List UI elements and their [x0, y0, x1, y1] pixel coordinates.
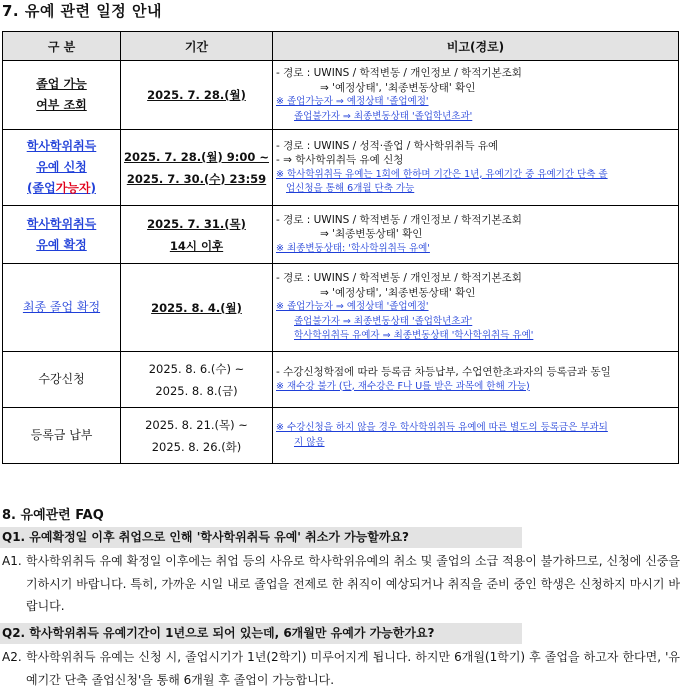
note-line: ⇒ '예정상태', '최종변동상태' 확인: [320, 286, 476, 299]
row-notes: [273, 408, 679, 464]
note-line: - 경로 : UWINS / 학적변동 / 개인정보 / 학적기본조회: [276, 67, 522, 79]
note-line: ※ 학사학위취득 유예는 1회에 한하며 기간은 1년, 유예기간 중 유예기간 단축 졸: [276, 168, 608, 180]
category-text: 유예 신청: [36, 160, 87, 174]
period-text: 2025. 7. 28.(월): [147, 88, 246, 102]
note-line: ※ 재수강 불가 (단, 재수강은 F나 U를 받은 과목에 한해 가능): [276, 380, 530, 392]
note-line: ⇒ '예정상태', '최종변동상태' 확인: [320, 81, 476, 94]
answer-label: A1.: [2, 554, 22, 568]
row-category: [3, 352, 121, 408]
answer-label: A2.: [2, 650, 22, 664]
header-notes: 비고(경로): [273, 32, 679, 61]
row-notes: [273, 130, 679, 206]
note-line: 졸업불가자 ⇒ 최종변동상태 '졸업학년초과': [294, 315, 473, 327]
category-text: ): [90, 181, 96, 195]
category-text: 학사학위취득: [26, 216, 97, 231]
note-line: ※ 수강신청을 하지 않을 경우 학사학위취득 유예에 따른 별도의 등록금은 부과되: [276, 422, 608, 433]
faq-question: Q1. 유예확정일 이후 취업으로 인해 '학사학위취득 유예' 취소가 가능할까요?: [0, 527, 522, 548]
period-text: 2025. 8. 6.(수) ~: [148, 361, 245, 376]
row-notes: [273, 264, 679, 352]
row-category: [3, 408, 121, 464]
row-period: [121, 408, 273, 464]
category-text: 수강신청: [38, 372, 85, 386]
note-line: ⇒ '최종변동상태' 확인: [320, 228, 423, 241]
period-text: 2025. 8. 8.(금): [155, 383, 238, 398]
category-text: 졸업 가능: [36, 77, 87, 91]
row-period: [121, 206, 273, 264]
table-row: [3, 130, 679, 206]
answer-text: 학사학위취득 유예는 신청 시, 졸업시기가 1년(2학기) 미루어지게 됩니다. 하지만 6개월(1학기) 후 졸업을 하고자 한다면, '유예기간 단축 졸업신청'을 통해 6개월 후 졸업이 가능합니다.: [26, 650, 680, 687]
note-line: 업신청을 통해 6개월 단축 가능: [286, 183, 415, 194]
faq-answer: [2, 550, 680, 618]
category-text: (졸업: [27, 181, 56, 195]
table-row: [3, 264, 679, 352]
row-period: [121, 264, 273, 352]
period-text: 2025. 8. 21.(목) ~: [145, 417, 248, 432]
period-text: 2025. 7. 30.(수) 23:59: [126, 171, 267, 186]
row-period: [121, 130, 273, 206]
table-row: [3, 206, 679, 264]
row-notes: [273, 206, 679, 264]
period-text: 2025. 7. 31.(목): [147, 216, 246, 231]
note-line: 졸업불가자 ⇒ 최종변동상태 '졸업학년초과': [294, 110, 473, 122]
note-line: ※ 졸업가능자 ⇒ 예정상태 '졸업예정': [276, 301, 429, 313]
table-row: [3, 352, 679, 408]
period-text: 2025. 7. 28.(월) 9:00 ~: [124, 149, 269, 164]
note-line: - 수강신청학점에 따라 등록금 차등납부, 수업연한초과자의 등록금과 동일: [276, 366, 611, 378]
note-line: 학사학위취득 유예자 ⇒ 최종변동상태 '학사학위취득 유예': [294, 330, 534, 342]
note-line: - 경로 : UWINS / 학적변동 / 개인정보 / 학적기본조회: [276, 213, 522, 226]
period-text: 14시 이후: [169, 238, 224, 253]
schedule-table: [2, 31, 679, 464]
category-text: 등록금 납부: [30, 428, 93, 442]
header-category: 구 분: [3, 32, 121, 61]
row-notes: [273, 352, 679, 408]
category-text: 여부 조회: [36, 98, 87, 112]
note-line: ※ 졸업가능자 ⇒ 예정상태 '졸업예정': [276, 96, 429, 107]
period-text: 2025. 8. 4.(월): [151, 300, 242, 315]
section-8-title: 8. 유예관련 FAQ: [2, 508, 104, 523]
note-line: - 경로 : UWINS / 성적·졸업 / 학사학위취득 유예: [276, 139, 499, 152]
faq-answer: [2, 646, 680, 691]
row-category: [3, 264, 121, 352]
row-category: [3, 206, 121, 264]
row-category: [3, 61, 121, 130]
row-period: [121, 352, 273, 408]
answer-text: 학사학위취득 유예 확정일 이후에는 취업 등의 사유로 학사학위유예의 취소 및 졸업의 소급 적용이 불가하므로, 신청에 신중을 기하시기 바랍니다. 특히, 가까운 시일 내로 졸업을 전제로 한 취직이 예상되거나 취직을 준비 중인 학생은 신청하지 마시기 바랍니다.: [26, 554, 680, 613]
category-highlight: 가능자: [55, 181, 91, 195]
row-notes: [273, 61, 679, 130]
note-line: - ⇒ 학사학위취득 유예 신청: [276, 154, 404, 166]
note-line: ※ 최종변동상태: '학사학위취득 유예': [276, 242, 430, 254]
row-period: [121, 61, 273, 130]
table-header-row: [3, 32, 679, 61]
table-row: [3, 408, 679, 464]
category-text: 유예 확정: [36, 237, 87, 252]
note-line: - 경로 : UWINS / 학적변동 / 개인정보 / 학적기본조회: [276, 272, 522, 285]
note-line: 지 않음: [294, 436, 325, 448]
header-period: 기간: [121, 32, 273, 61]
period-text: 2025. 8. 26.(화): [151, 439, 242, 454]
table-row: [3, 61, 679, 130]
category-text: 최종 졸업 확정: [22, 300, 101, 314]
faq-question: Q2. 학사학위취득 유예기간이 1년으로 되어 있는데, 6개월만 유예가 가능한가요?: [0, 623, 522, 644]
section-7-title: 7. 유예 관련 일정 안내: [2, 2, 162, 20]
row-category: [3, 130, 121, 206]
category-text: 학사학위취득: [26, 139, 97, 153]
